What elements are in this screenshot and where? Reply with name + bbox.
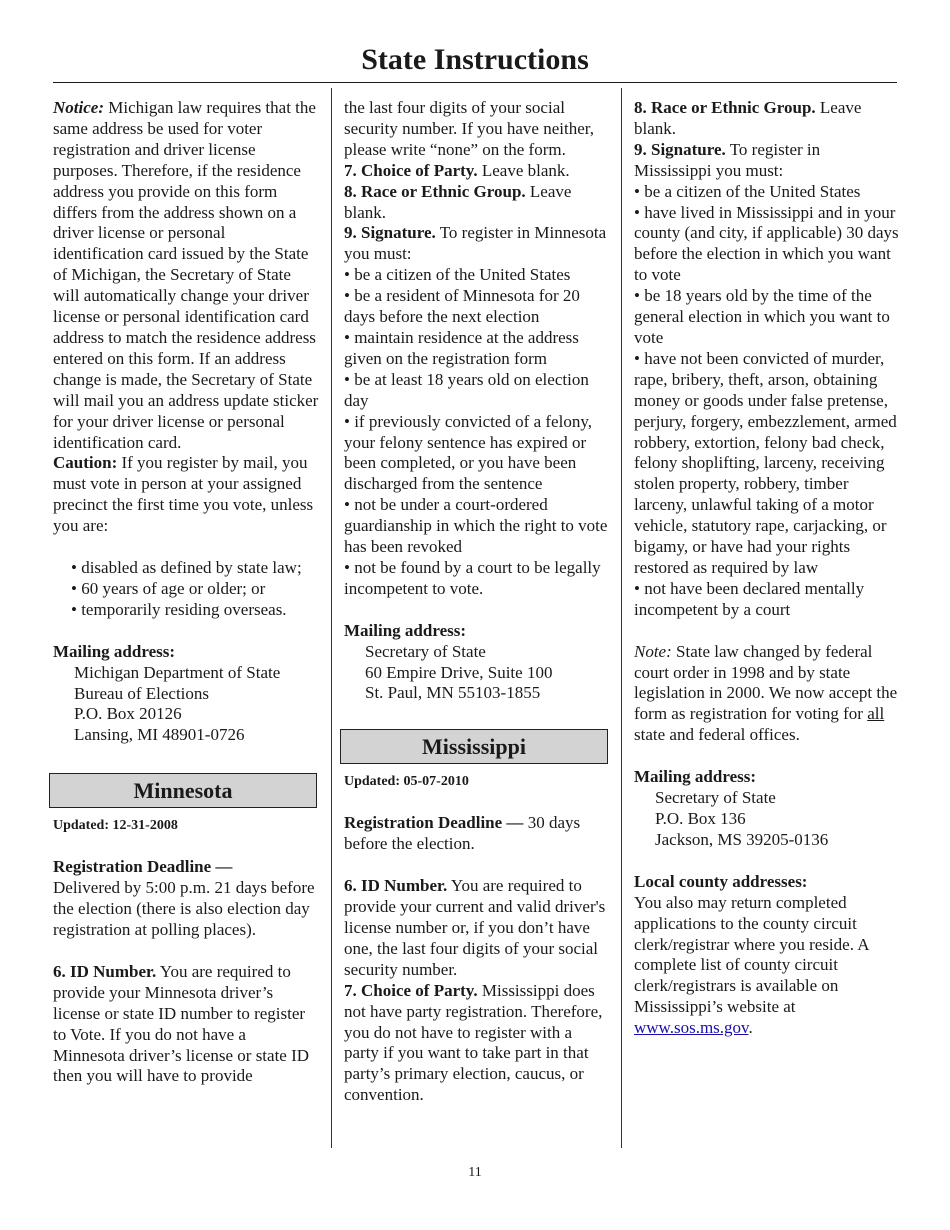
party-label: 7. Choice of Party. bbox=[344, 980, 478, 1000]
page-title: State Instructions bbox=[361, 43, 589, 76]
mississippi-header: Mississippi bbox=[340, 729, 608, 764]
list-item: • have not been convicted of murder, rape, bribery, theft, arson, obtaining money or goods under false pretense, perjury, forgery, embezzlement, armed robbery, extortion, felony bad check, felony shoplifting, larceny, receiving stolen property, robbery, timber larceny, unlawful taking of a motor vehicle, statutory rape, carjacking, or bigamy, or have had your rights restored as required by law bbox=[634, 348, 897, 577]
minnesota-race bbox=[344, 182, 610, 224]
notice-text: Michigan law requires that the same address be used for voter registration and driver license purposes. Therefore, if the residence address you provide on this form differs from the address shown on a driver license or personal identification card issued by the State of Michigan, the Secretary of State will automatically change your driver license or personal identification card address to match the residence address entered on this form. If an address change is made, the Secretary of State will mail you an address update sticker for your driver license or personal identification card. bbox=[53, 98, 319, 452]
mississippi-signature bbox=[634, 140, 900, 182]
column-3 bbox=[634, 98, 900, 1039]
list-item: • disabled as defined by state law; bbox=[71, 558, 319, 579]
notice-label: Notice: bbox=[53, 98, 104, 117]
minnesota-id-continued: the last four digits of your social security number. If you have neither, please write “none” on the form. bbox=[344, 98, 594, 159]
minnesota-mailing-label: Mailing address: bbox=[344, 620, 467, 640]
column-1 bbox=[53, 98, 319, 1087]
list-item: • temporarily residing overseas. bbox=[71, 600, 319, 621]
signature-label: 9. Signature. bbox=[344, 223, 436, 243]
signature-text: To register in Mississippi you must: bbox=[634, 139, 821, 180]
id-text: You are required to provide your Minnesota driver’s license or state ID number to register to Vote. If you do not have a Minnesota driver’s license or state ID then you will have to provide bbox=[53, 961, 310, 1086]
address-line: Jackson, MS 39205-0136 bbox=[655, 829, 829, 849]
minnesota-id-number bbox=[53, 962, 319, 1087]
address-line: Secretary of State bbox=[365, 641, 486, 661]
caution-list bbox=[53, 558, 319, 621]
local-text: You also may return completed applications to the county circuit clerk/registrar where you reside. A complete list of county circuit clerk/registrars is available on Mississippi’s website at bbox=[634, 892, 869, 1017]
list-item: • be a citizen of the United States bbox=[344, 265, 571, 285]
mississippi-deadline bbox=[344, 813, 610, 855]
address-line: Bureau of Elections bbox=[74, 683, 210, 703]
minnesota-header: Minnesota bbox=[49, 773, 317, 808]
address-line: 60 Empire Drive, Suite 100 bbox=[365, 662, 553, 682]
mississippi-updated: Updated: 05-07-2010 bbox=[344, 774, 469, 790]
column-divider-2 bbox=[621, 88, 622, 1148]
address-line: Michigan Department of State bbox=[74, 662, 281, 682]
michigan-mailing-label: Mailing address: bbox=[53, 641, 176, 661]
minnesota-updated: Updated: 12-31-2008 bbox=[53, 818, 178, 834]
party-text: Leave blank. bbox=[477, 160, 570, 180]
id-label: 6. ID Number. bbox=[344, 876, 448, 896]
caution-text: If you register by mail, you must vote in person at your assigned precinct the first time you vote, unless you are: bbox=[53, 453, 314, 536]
note-label: Note: bbox=[634, 641, 672, 661]
caution-label: Caution: bbox=[53, 453, 118, 473]
minnesota-mailing-address bbox=[344, 642, 610, 705]
deadline-text: 30 days before the election. bbox=[344, 813, 581, 854]
deadline-label: Registration Deadline — bbox=[344, 813, 524, 833]
mississippi-id-number bbox=[344, 876, 610, 981]
minnesota-deadline bbox=[53, 857, 319, 941]
id-label: 6. ID Number. bbox=[53, 961, 157, 981]
mississippi-race bbox=[634, 98, 900, 140]
mississippi-requirements bbox=[634, 182, 900, 621]
title-divider bbox=[53, 82, 897, 83]
deadline-label: Registration Deadline — bbox=[53, 857, 233, 877]
list-item: • maintain residence at the address given on the registration form bbox=[344, 327, 579, 368]
column-divider-1 bbox=[331, 88, 332, 1148]
local-county-text bbox=[634, 893, 900, 1039]
address-line: Secretary of State bbox=[655, 788, 776, 808]
michigan-notice bbox=[53, 98, 319, 453]
list-item: • have lived in Mississippi and in your county (and city, if applicable) 30 days before the election in which you want to vote bbox=[634, 202, 899, 285]
signature-label: 9. Signature. bbox=[634, 139, 726, 159]
party-text: Mississippi does not have party registration. Therefore, you do not have to register with a party if you want to take part in that party’s primary election, caucus, or convention. bbox=[344, 980, 603, 1105]
list-item: • be a resident of Minnesota for 20 days before the next election bbox=[344, 286, 580, 327]
list-item: • be 18 years old by the time of the general election in which you want to vote bbox=[634, 286, 890, 347]
sos-website-link[interactable]: www.sos.ms.gov bbox=[634, 1018, 749, 1038]
address-line: Lansing, MI 48901-0726 bbox=[74, 725, 245, 745]
race-text: Leave blank. bbox=[634, 98, 862, 138]
race-text: Leave blank. bbox=[344, 181, 572, 222]
signature-text: To register in Minnesota you must: bbox=[344, 223, 607, 264]
note-text-b: state and federal offices. bbox=[634, 725, 800, 745]
party-label: 7. Choice of Party. bbox=[344, 160, 478, 180]
michigan-caution bbox=[53, 453, 319, 537]
local-end: . bbox=[748, 1018, 753, 1038]
list-item: • 60 years of age or older; or bbox=[71, 579, 319, 600]
michigan-mailing-address bbox=[53, 663, 319, 747]
minnesota-signature bbox=[344, 223, 610, 265]
address-line: St. Paul, MN 55103-1855 bbox=[365, 683, 541, 703]
list-item: • be at least 18 years old on election day bbox=[344, 369, 589, 410]
mississippi-mailing-label: Mailing address: bbox=[634, 767, 757, 787]
list-item: • not be found by a court to be legally incompetent to vote. bbox=[344, 557, 601, 598]
page-number: 11 bbox=[468, 1165, 482, 1180]
mississippi-mailing-address bbox=[634, 788, 900, 851]
race-label: 8. Race or Ethnic Group. bbox=[634, 98, 816, 117]
note-all: all bbox=[867, 704, 885, 724]
address-line: P.O. Box 20126 bbox=[74, 704, 182, 724]
list-item: • not be under a court-ordered guardianship in which the right to vote has been revoked bbox=[344, 495, 608, 557]
address-line: P.O. Box 136 bbox=[655, 809, 746, 828]
local-county-label: Local county addresses: bbox=[634, 871, 808, 891]
minnesota-party bbox=[344, 161, 610, 182]
race-label: 8. Race or Ethnic Group. bbox=[344, 181, 526, 201]
note-text-a: State law changed by federal court order in 1998 and by state legislation in 2000. We now accept the form as registration for voting for bbox=[634, 641, 898, 724]
mississippi-note bbox=[634, 642, 900, 747]
column-2 bbox=[344, 98, 610, 1106]
list-item: • be a citizen of the United States bbox=[634, 181, 861, 201]
list-item: • if previously convicted of a felony, your felony sentence has expired or been completed, or you have been discharged from the sentence bbox=[344, 411, 592, 494]
deadline-text: Delivered by 5:00 p.m. 21 days before the election (there is also election day registration at polling places). bbox=[53, 878, 315, 939]
list-item: • not have been declared mentally incompetent by a court bbox=[634, 578, 865, 619]
mississippi-party bbox=[344, 981, 610, 1106]
id-text: You are required to provide your current and valid driver's license number or, if you don’t have one, the last four digits of your social security number. bbox=[344, 876, 606, 979]
minnesota-requirements bbox=[344, 265, 610, 600]
